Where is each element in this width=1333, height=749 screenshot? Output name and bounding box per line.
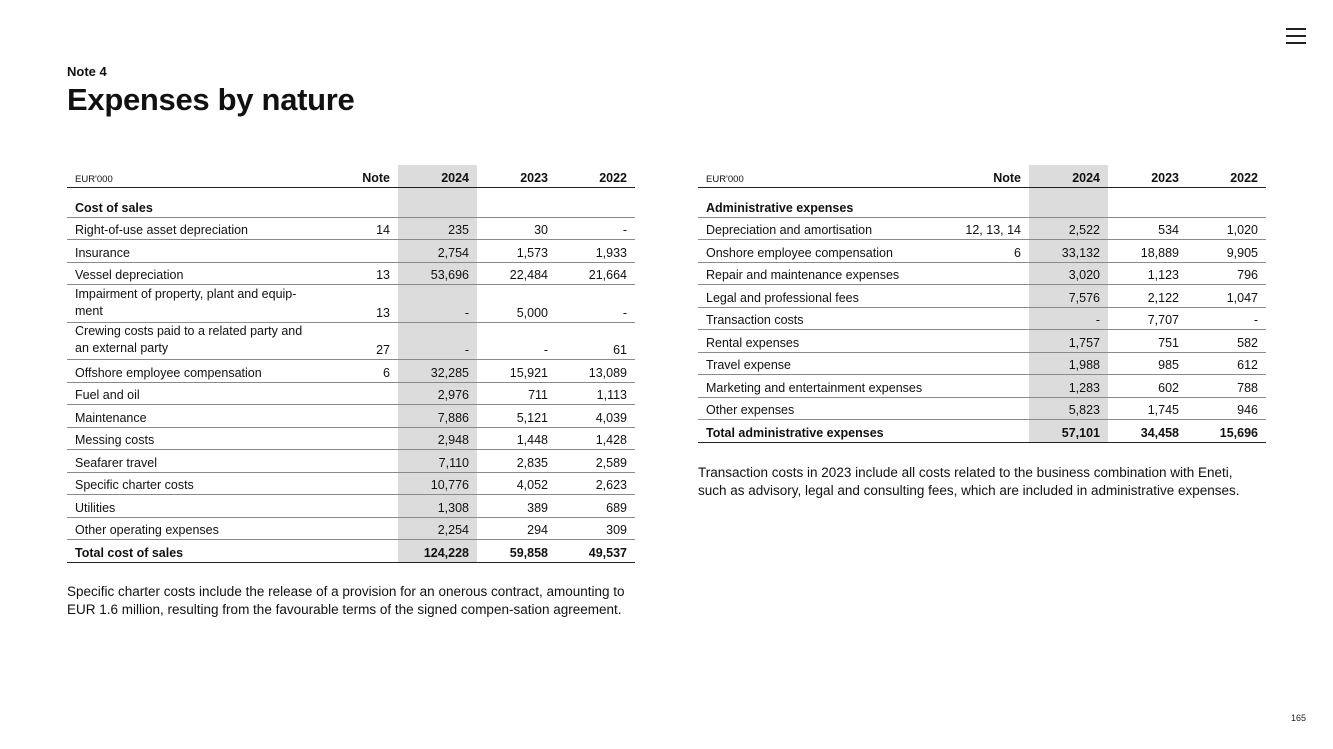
value-2024: -	[1029, 307, 1108, 330]
value-2024: -	[398, 285, 477, 323]
value-2022: 1,933	[556, 240, 635, 263]
administrative-expenses-footnote: Transaction costs in 2023 include all costs related to the business combination with Eneti, such as advisory, legal and consulting fees, which are included in administrative expenses.	[698, 465, 1240, 498]
value-2022: 788	[1187, 375, 1266, 398]
section-header-row	[698, 187, 1266, 217]
value-2022: 13,089	[556, 360, 635, 383]
value-2023: 711	[477, 382, 556, 405]
table-row	[67, 427, 635, 450]
value-2023: 534	[1108, 217, 1187, 240]
value-2024: 1,988	[1029, 352, 1108, 375]
table-row	[698, 262, 1266, 285]
table-row	[698, 217, 1266, 240]
table-row	[67, 405, 635, 428]
note-label: Note 4	[67, 64, 107, 79]
section-header-row	[67, 187, 635, 217]
value-2023: 602	[1108, 375, 1187, 398]
table-row	[67, 217, 635, 240]
value-2022: 796	[1187, 262, 1266, 285]
column-header-2024: 2024	[398, 165, 477, 187]
value-2024: 2,754	[398, 240, 477, 263]
value-2022: 4,039	[556, 405, 635, 428]
value-2023: 15,921	[477, 360, 556, 383]
value-2023: 5,121	[477, 405, 556, 428]
note-cell	[322, 240, 398, 263]
value-2024: 2,254	[398, 517, 477, 540]
value-2024: 7,886	[398, 405, 477, 428]
table-row	[67, 495, 635, 518]
value-2023: 34,458	[1108, 420, 1187, 443]
value-2022: -	[556, 217, 635, 240]
table-row	[67, 472, 635, 495]
note-cell	[322, 495, 398, 518]
value-2023: 1,123	[1108, 262, 1187, 285]
value-2024: 33,132	[1029, 240, 1108, 263]
table-row	[67, 450, 635, 473]
column-header-2022: 2022	[1187, 165, 1266, 187]
column-header-2024: 2024	[1029, 165, 1108, 187]
value-2024: 57,101	[1029, 420, 1108, 443]
row-label: Fuel and oil	[67, 382, 322, 405]
row-label: Other operating expenses	[67, 517, 322, 540]
row-label: Legal and professional fees	[698, 285, 953, 308]
value-2024: 7,576	[1029, 285, 1108, 308]
value-2023: 2,122	[1108, 285, 1187, 308]
row-label: Messing costs	[67, 427, 322, 450]
table-row	[67, 360, 635, 383]
value-2024: 2,948	[398, 427, 477, 450]
row-label: Total cost of sales	[67, 540, 322, 563]
note-cell	[953, 420, 1029, 443]
note-cell	[953, 375, 1029, 398]
value-2022: 2,589	[556, 450, 635, 473]
value-2024: 2,976	[398, 382, 477, 405]
row-label: Onshore employee compensation	[698, 240, 953, 263]
value-2023: 5,000	[477, 285, 556, 323]
page-title: Expenses by nature	[67, 82, 355, 117]
value-2023: 22,484	[477, 262, 556, 285]
note-cell: 13	[322, 262, 398, 285]
note-cell	[322, 427, 398, 450]
value-2022: -	[556, 285, 635, 323]
value-2022: 1,113	[556, 382, 635, 405]
value-2024: 3,020	[1029, 262, 1108, 285]
value-2022: -	[1187, 307, 1266, 330]
value-2023: 1,573	[477, 240, 556, 263]
note-cell: 12, 13, 14	[953, 217, 1029, 240]
value-2023: 4,052	[477, 472, 556, 495]
row-label: Rental expenses	[698, 330, 953, 353]
total-row	[67, 540, 635, 563]
value-2023: 294	[477, 517, 556, 540]
row-label: Total administrative expenses	[698, 420, 953, 443]
table-header-row	[698, 165, 1266, 187]
value-2023: 985	[1108, 352, 1187, 375]
table-row	[698, 240, 1266, 263]
column-header-note: Note	[322, 165, 398, 187]
value-2024: 10,776	[398, 472, 477, 495]
value-2023: 1,448	[477, 427, 556, 450]
row-label: Offshore employee compensation	[67, 360, 322, 383]
row-label: Right-of-use asset depreciation	[67, 217, 322, 240]
value-2022: 309	[556, 517, 635, 540]
value-2022: 1,020	[1187, 217, 1266, 240]
value-2024: 53,696	[398, 262, 477, 285]
row-label: Insurance	[67, 240, 322, 263]
section-title: Cost of sales	[67, 187, 322, 217]
value-2022: 689	[556, 495, 635, 518]
page-number: 165	[1291, 713, 1307, 723]
value-2022: 1,047	[1187, 285, 1266, 308]
note-cell	[322, 472, 398, 495]
table-row	[698, 307, 1266, 330]
note-cell	[953, 352, 1029, 375]
table-row	[67, 262, 635, 285]
note-cell: 14	[322, 217, 398, 240]
note-cell	[322, 382, 398, 405]
value-2024: 5,823	[1029, 397, 1108, 420]
table-row	[67, 517, 635, 540]
value-2024: 32,285	[398, 360, 477, 383]
note-cell	[953, 330, 1029, 353]
row-label: Vessel depreciation	[67, 262, 322, 285]
value-2024: 1,283	[1029, 375, 1108, 398]
row-label: Crewing costs paid to a related party and an external party	[67, 322, 322, 360]
row-label: Travel expense	[698, 352, 953, 375]
value-2022: 61	[556, 322, 635, 360]
note-cell	[953, 285, 1029, 308]
value-2022: 946	[1187, 397, 1266, 420]
value-2023: -	[477, 322, 556, 360]
value-2023: 1,745	[1108, 397, 1187, 420]
value-2024: 124,228	[398, 540, 477, 563]
table-row	[698, 352, 1266, 375]
note-cell: 27	[322, 322, 398, 360]
column-header-2023: 2023	[477, 165, 556, 187]
row-label: Repair and maintenance expenses	[698, 262, 953, 285]
cost-of-sales-table	[67, 165, 635, 563]
value-2022: 612	[1187, 352, 1266, 375]
row-label: Maintenance	[67, 405, 322, 428]
table-row	[698, 397, 1266, 420]
hamburger-menu-icon[interactable]	[1286, 27, 1306, 45]
note-cell	[322, 450, 398, 473]
unit-label: EUR'000	[67, 165, 322, 187]
table-header-row	[67, 165, 635, 187]
table-row	[698, 375, 1266, 398]
table-row	[67, 322, 635, 360]
row-label: Utilities	[67, 495, 322, 518]
value-2024: 1,308	[398, 495, 477, 518]
section-title: Administrative expenses	[698, 187, 953, 217]
table-row	[698, 285, 1266, 308]
row-label: Transaction costs	[698, 307, 953, 330]
table-row	[67, 285, 635, 323]
note-cell	[322, 517, 398, 540]
unit-label: EUR'000	[698, 165, 953, 187]
total-row	[698, 420, 1266, 443]
note-cell	[322, 540, 398, 563]
column-header-2022: 2022	[556, 165, 635, 187]
value-2022: 1,428	[556, 427, 635, 450]
value-2024: 2,522	[1029, 217, 1108, 240]
note-cell	[953, 397, 1029, 420]
cost-of-sales-footnote: Specific charter costs include the release of a provision for an onerous contract, amounting to EUR 1.6 million, resulting from the favourable terms of the signed compen-sation agreement.	[67, 584, 625, 617]
column-header-note: Note	[953, 165, 1029, 187]
note-cell: 6	[953, 240, 1029, 263]
row-label: Specific charter costs	[67, 472, 322, 495]
value-2024: 1,757	[1029, 330, 1108, 353]
row-label: Depreciation and amortisation	[698, 217, 953, 240]
value-2023: 30	[477, 217, 556, 240]
value-2022: 49,537	[556, 540, 635, 563]
value-2024: -	[398, 322, 477, 360]
table-row	[67, 382, 635, 405]
column-header-2023: 2023	[1108, 165, 1187, 187]
value-2024: 235	[398, 217, 477, 240]
value-2022: 2,623	[556, 472, 635, 495]
row-label: Seafarer travel	[67, 450, 322, 473]
value-2023: 389	[477, 495, 556, 518]
value-2023: 59,858	[477, 540, 556, 563]
note-cell: 6	[322, 360, 398, 383]
note-cell: 13	[322, 285, 398, 323]
value-2022: 582	[1187, 330, 1266, 353]
table-row	[67, 240, 635, 263]
value-2022: 21,664	[556, 262, 635, 285]
administrative-expenses-table	[698, 165, 1266, 443]
value-2023: 2,835	[477, 450, 556, 473]
row-label: Other expenses	[698, 397, 953, 420]
note-cell	[322, 405, 398, 428]
value-2023: 751	[1108, 330, 1187, 353]
row-label: Impairment of property, plant and equip-ment	[67, 285, 322, 323]
value-2023: 7,707	[1108, 307, 1187, 330]
note-cell	[953, 262, 1029, 285]
value-2023: 18,889	[1108, 240, 1187, 263]
note-cell	[953, 307, 1029, 330]
table-row	[698, 330, 1266, 353]
value-2022: 15,696	[1187, 420, 1266, 443]
value-2022: 9,905	[1187, 240, 1266, 263]
value-2024: 7,110	[398, 450, 477, 473]
row-label: Marketing and entertainment expenses	[698, 375, 953, 398]
